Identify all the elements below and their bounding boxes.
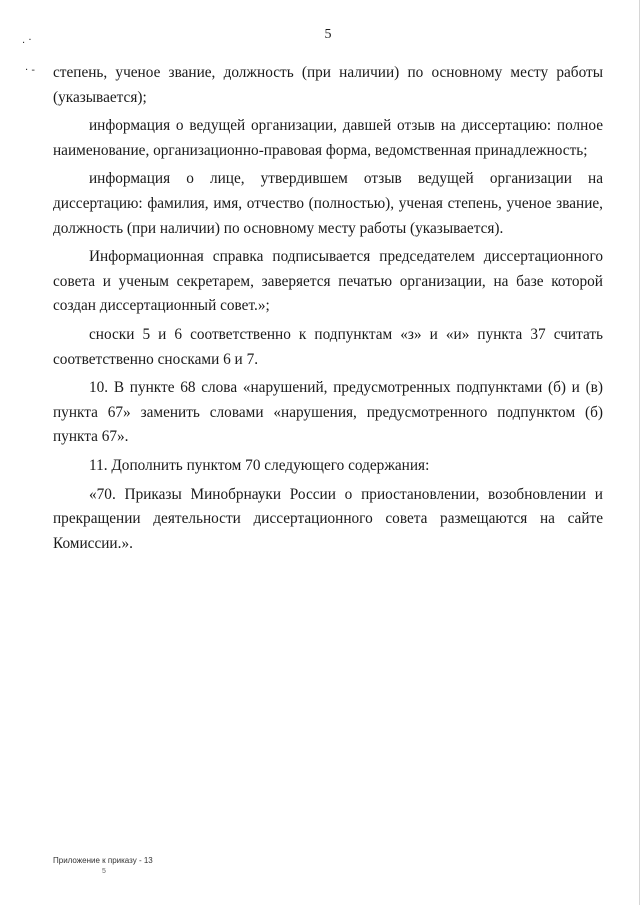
page-number: 5 [324, 27, 332, 42]
paragraph: степень, ученое звание, должность (при наличии) по основному месту работы (указывается); [53, 64, 603, 106]
paragraph: 11. Дополнить пунктом 70 следующего содержания: [89, 456, 430, 474]
margin-mark: · - [25, 65, 35, 76]
paragraph: сноски 5 и 6 соответственно к подпунктам «з» и «и» пункта 37 считать соответственно сносками 6 и 7. [53, 325, 603, 368]
paragraph: информация о лице, утвердившем отзыв ведущей организации на диссертацию: фамилия, имя, отчество (полностью), ученая степень, ученое звание, должность (при наличии) по основному месту работы (указывается). [53, 170, 603, 237]
paragraph: 10. В пункте 68 слова «нарушений, предусмотренных подпунктами (б) и (в) пункта 67» заменить словами «нарушения, предусмотренного подпунктом (б) пункта 67». [53, 379, 603, 446]
margin-mark: . · [22, 35, 32, 46]
paragraph: «70. Приказы Минобрнауки России о приостановлении, возобновлении и прекращении деятельности диссертационного совета размещаются на сайте Комиссии.». [53, 485, 603, 552]
footer-code: 5 [102, 868, 106, 875]
paragraph: информация о ведущей организации, давшей отзыв на диссертацию: полное наименование, организационно-правовая форма, ведомственная принадлежность; [53, 117, 603, 159]
footer-label: Приложение к приказу - 13 [53, 856, 153, 865]
paragraph: Информационная справка подписывается председателем диссертационного совета и ученым секретарем, заверяется печатью организации, на базе которой создан диссертационный совет.»; [53, 248, 603, 315]
document-body [53, 61, 603, 556]
